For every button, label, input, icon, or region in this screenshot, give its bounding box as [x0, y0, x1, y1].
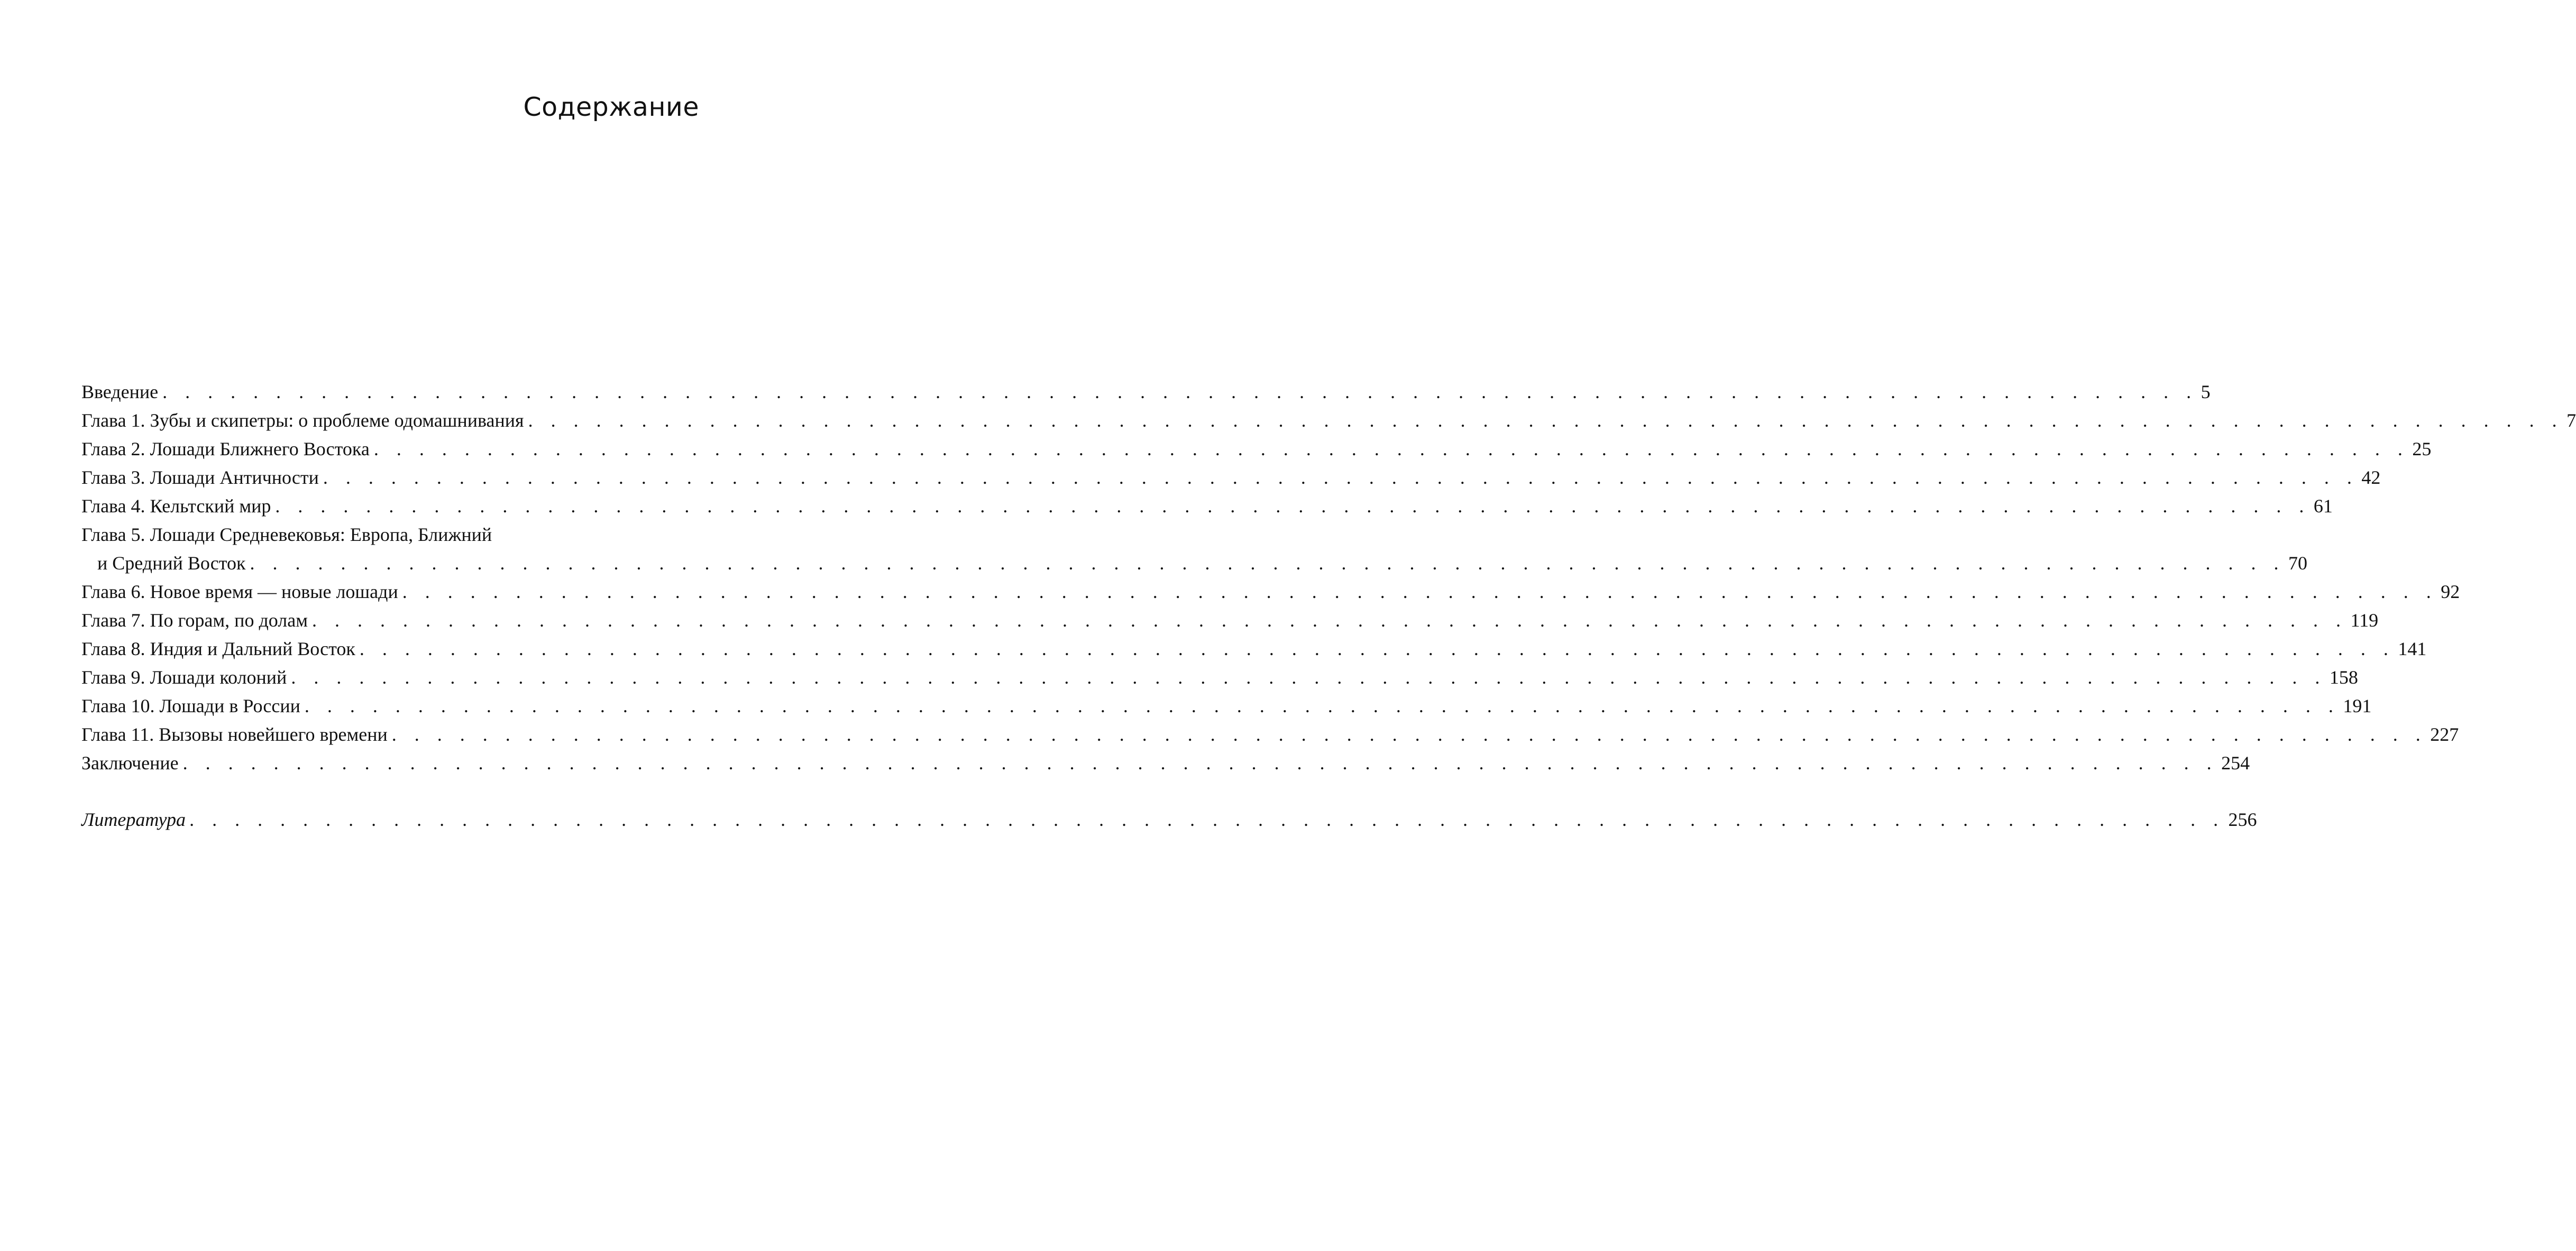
- toc-entry-page: 92: [2441, 581, 2460, 602]
- toc-entry-chapter-3: [81, 463, 2381, 492]
- toc-entry-page: 227: [2430, 724, 2459, 745]
- toc-entry-chapter-10: [81, 692, 2372, 720]
- toc-entry-chapter-1: [81, 406, 2576, 435]
- toc-entry-page: 5: [2201, 381, 2211, 402]
- dot-leader: . . . . . . . . . . . . . . . . . . . . . . . . . . . . . . . . . . . . . . . . . . . . . . . . . . . . . . . . . . . . . . . . . . . . . . . . . . . . . . . . . . . . . . . . . .: [391, 724, 2427, 745]
- toc-entry-label: Глава 7. По горам, по долам: [81, 610, 308, 631]
- toc-entry-chapter-8: [81, 634, 2427, 663]
- toc-entry-chapter-9: [81, 663, 2358, 692]
- dot-leader: . . . . . . . . . . . . . . . . . . . . . . . . . . . . . . . . . . . . . . . . . . . . . . . . . . . . . . . . . . . . . . . . . . . . . . . . . . . . . . . . . . . . . . . . . .: [275, 495, 2311, 517]
- toc-entry-page: 7: [2566, 410, 2576, 431]
- dot-leader: . . . . . . . . . . . . . . . . . . . . . . . . . . . . . . . . . . . . . . . . . . . . . . . . . . . . . . . . . . . . . . . . . . . . . . . . . . . . . . . . . . . . . . . . . .: [359, 638, 2395, 659]
- toc-entry-page: 25: [2412, 438, 2432, 459]
- dot-leader: . . . . . . . . . . . . . . . . . . . . . . . . . . . . . . . . . . . . . . . . . . . . . . . . . . . . . . . . . . . . . . . . . . . . . . . . . . . . . . . . . . . . . . . . . .: [189, 809, 2225, 830]
- dot-leader: . . . . . . . . . . . . . . . . . . . . . . . . . . . . . . . . . . . . . . . . . . . . . . . . . . . . . . . . . . . . . . . . . . . . . . . . . . . . . . . . . . . . . . . . . .: [304, 695, 2340, 716]
- toc-entry-label: Глава 8. Индия и Дальний Восток: [81, 638, 355, 659]
- toc-entry-label: Заключение: [81, 752, 179, 774]
- toc-entry-label: Глава 1. Зубы и скипетры: о проблеме одомашнивания: [81, 410, 524, 431]
- toc-entry-page: 256: [2228, 809, 2257, 830]
- toc-entry-page: 42: [2361, 467, 2381, 488]
- toc-entry-chapter-6: [81, 577, 2460, 606]
- toc-entry-chapter-2: [81, 435, 2432, 463]
- toc-entry-bibliography: [81, 805, 2257, 834]
- toc-entry-label: Глава 9. Лошади колоний: [81, 667, 287, 688]
- toc-entry-label: и Средний Восток: [97, 553, 246, 574]
- toc-entry-conclusion: [81, 749, 2250, 777]
- dot-leader: . . . . . . . . . . . . . . . . . . . . . . . . . . . . . . . . . . . . . . . . . . . . . . . . . . . . . . . . . . . . . . . . . . . . . . . . . . . . . . . . . . . . . . . . . .: [312, 610, 2348, 631]
- toc-entry-label: Введение: [81, 381, 159, 402]
- dot-leader: . . . . . . . . . . . . . . . . . . . . . . . . . . . . . . . . . . . . . . . . . . . . . . . . . . . . . . . . . . . . . . . . . . . . . . . . . . . . . . . . . . . . . . . . . .: [402, 581, 2438, 602]
- toc-entry-chapter-7: [81, 606, 2379, 634]
- table-of-contents: [81, 378, 2576, 834]
- page-title: Содержание: [523, 92, 699, 122]
- dot-leader: . . . . . . . . . . . . . . . . . . . . . . . . . . . . . . . . . . . . . . . . . . . . . . . . . . . . . . . . . . . . . . . . . . . . . . . . . . . . . . . . . . . . . . . . . .: [250, 553, 2286, 574]
- dot-leader: . . . . . . . . . . . . . . . . . . . . . . . . . . . . . . . . . . . . . . . . . . . . . . . . . . . . . . . . . . . . . . . . . . . . . . . . . . . . . . . . . . . . . . . . . .: [373, 438, 2409, 459]
- toc-entry-page: 158: [2329, 667, 2358, 688]
- dot-leader: . . . . . . . . . . . . . . . . . . . . . . . . . . . . . . . . . . . . . . . . . . . . . . . . . . . . . . . . . . . . . . . . . . . . . . . . . . . . . . . . . . . . . . . . . .: [528, 410, 2564, 431]
- toc-entry-label: Глава 6. Новое время — новые лошади: [81, 581, 398, 602]
- dot-leader: . . . . . . . . . . . . . . . . . . . . . . . . . . . . . . . . . . . . . . . . . . . . . . . . . . . . . . . . . . . . . . . . . . . . . . . . . . . . . . . . . . . . . . . . . .: [291, 667, 2326, 688]
- dot-leader: . . . . . . . . . . . . . . . . . . . . . . . . . . . . . . . . . . . . . . . . . . . . . . . . . . . . . . . . . . . . . . . . . . . . . . . . . . . . . . . . . . . . . . . . . .: [323, 467, 2359, 488]
- dot-leader: . . . . . . . . . . . . . . . . . . . . . . . . . . . . . . . . . . . . . . . . . . . . . . . . . . . . . . . . . . . . . . . . . . . . . . . . . . . . . . . . . . . . . . . . . .: [162, 381, 2198, 402]
- toc-entry-page: 254: [2221, 752, 2250, 774]
- toc-entry-label: Глава 3. Лошади Античности: [81, 467, 319, 488]
- toc-entry-chapter-4: [81, 492, 2333, 520]
- toc-entry-label: Глава 4. Кельтский мир: [81, 495, 271, 517]
- toc-entry-label: Литература: [81, 809, 186, 830]
- toc-entry-label: Глава 10. Лошади в России: [81, 695, 300, 716]
- toc-entry-chapter-5-line-1: Глава 5. Лошади Средневековья: Европа, Ближний: [81, 524, 492, 545]
- toc-entry-page: 119: [2350, 610, 2379, 631]
- toc-entry-page: 141: [2398, 638, 2427, 659]
- toc-entry-chapter-11: [81, 720, 2459, 749]
- dot-leader: . . . . . . . . . . . . . . . . . . . . . . . . . . . . . . . . . . . . . . . . . . . . . . . . . . . . . . . . . . . . . . . . . . . . . . . . . . . . . . . . . . . . . . . . . .: [182, 752, 2219, 774]
- toc-entry-label: Глава 2. Лошади Ближнего Востока: [81, 438, 370, 459]
- toc-entry-introduction: [81, 378, 2211, 406]
- toc-entry-page: 191: [2343, 695, 2372, 716]
- toc-entry-chapter-5: [81, 549, 2308, 577]
- toc-entry-page: 61: [2313, 495, 2333, 517]
- toc-entry-label: Глава 11. Вызовы новейшего времени: [81, 724, 388, 745]
- toc-entry-page: 70: [2288, 553, 2308, 574]
